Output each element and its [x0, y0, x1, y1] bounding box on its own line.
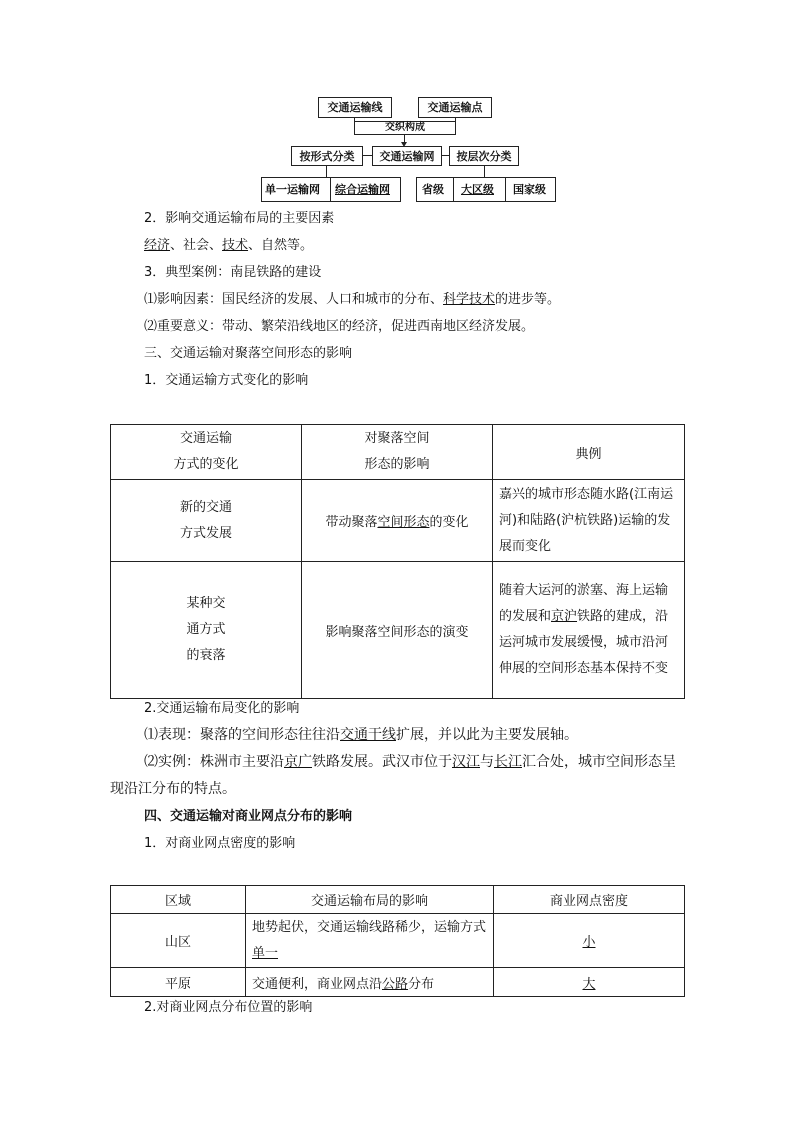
th-transport-effect: 交通运输布局的影响 — [246, 886, 494, 914]
part4-sub2: 2.对商业网点分布位置的影响 — [144, 1000, 313, 1015]
part3-sub1: 1．交通运输方式变化的影响 — [144, 373, 309, 388]
cell-decline-effect: 影响聚落空间形态的演变 — [302, 562, 493, 699]
th-mode-change: 交通运输 方式的变化 — [111, 425, 302, 480]
cell-mountain-density: 小 — [494, 914, 685, 968]
section2-heading: 2．影响交通运输布局的主要因素 — [144, 211, 335, 226]
cell-new-mode: 新的交通 方式发展 — [111, 480, 302, 562]
cell-mountain-effect: 地势起伏，交通运输线路稀少，运输方式单一 — [246, 914, 494, 968]
cell-plain: 平原 — [111, 968, 246, 997]
label-single-network: 单一运输网 — [265, 183, 320, 196]
box-transport-line: 交通运输线 — [318, 97, 392, 118]
box-by-form: 按形式分类 — [291, 146, 363, 166]
cell-plain-effect: 交通便利，商业网点沿公路分布 — [246, 968, 494, 997]
box-interweave: 交织构成 — [354, 121, 456, 135]
part3-pa: ⑴表现：聚落的空间形态往往沿交通干线扩展，并以此为主要发展轴。 — [144, 727, 578, 743]
cell-plain-density: 大 — [494, 968, 685, 997]
box-network: 交通运输网 — [372, 146, 442, 166]
cell-mountain: 山区 — [111, 914, 246, 968]
cell-new-mode-effect: 带动聚落空间形态的变化 — [302, 480, 493, 562]
cell-new-mode-example: 嘉兴的城市形态随水路(江南运河)和陆路(沪杭铁路)运输的发展而变化 — [493, 480, 685, 562]
label-comprehensive-network: 综合运输网 — [335, 183, 390, 196]
section3-p1: ⑴影响因素：国民经济的发展、人口和城市的分布、科学技术的进步等。 — [144, 292, 561, 307]
th-region: 区域 — [111, 886, 246, 914]
th-example: 典例 — [493, 425, 685, 480]
part3-pb: ⑵实例：株洲市主要沿京广铁路发展。武汉市位于汉江与长江汇合处，城市空间形态呈 — [144, 754, 676, 770]
part4-heading: 四、交通运输对商业网点分布的影响 — [144, 809, 353, 824]
section3-p2: ⑵重要意义：带动、繁荣沿线地区的经济，促进西南地区经济发展。 — [144, 319, 535, 334]
box-by-level: 按层次分类 — [449, 146, 519, 166]
cell-decline-example: 随着大运河的淤塞、海上运输的发展和京沪铁路的建成，沿运河城市发展缓慢，城市沿河伸展的空间形态基本保持不变 — [493, 562, 685, 699]
th-settlement-effect: 对聚落空间 形态的影响 — [302, 425, 493, 480]
part3-sub2: 2.交通运输布局变化的影响 — [144, 701, 300, 716]
label-national: 国家级 — [513, 183, 546, 196]
part3-pb-line2: 现沿江分布的特点。 — [110, 781, 236, 797]
commerce-density-table — [110, 885, 685, 997]
part3-heading: 三、交通运输对聚落空间形态的影响 — [144, 346, 353, 361]
th-density: 商业网点密度 — [494, 886, 685, 914]
box-transport-point: 交通运输点 — [418, 97, 492, 118]
transport-mode-table — [110, 424, 685, 699]
section3-heading: 3．典型案例：南昆铁路的建设 — [144, 265, 322, 280]
label-regional: 大区级 — [461, 183, 494, 196]
label-provincial: 省级 — [422, 183, 444, 196]
cell-decline-mode: 某种交 通方式 的衰落 — [111, 562, 302, 699]
section2-body: 经济、社会、技术、自然等。 — [144, 238, 314, 253]
part4-sub1: 1．对商业网点密度的影响 — [144, 836, 296, 851]
